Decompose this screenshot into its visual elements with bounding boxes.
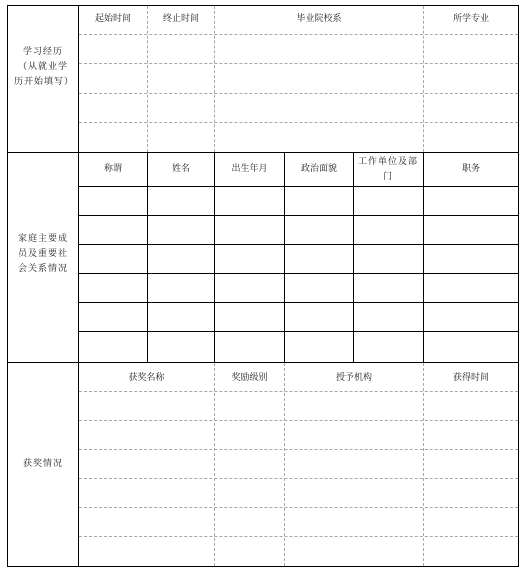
education-cell[interactable] bbox=[215, 64, 423, 93]
table-border-bottom bbox=[7, 566, 519, 567]
education-cell[interactable] bbox=[215, 35, 423, 63]
awards-cell[interactable] bbox=[215, 421, 284, 449]
awards-cell[interactable] bbox=[424, 392, 518, 420]
family-cell[interactable] bbox=[215, 245, 284, 273]
education-cell[interactable] bbox=[424, 123, 518, 152]
education-cell[interactable] bbox=[424, 35, 518, 63]
awards-cell[interactable] bbox=[285, 421, 423, 449]
family-cell[interactable] bbox=[354, 303, 423, 331]
education-cell[interactable] bbox=[79, 123, 147, 152]
education-header-major: 所学专业 bbox=[452, 14, 489, 24]
family-cell[interactable] bbox=[79, 303, 147, 331]
awards-cell[interactable] bbox=[424, 479, 518, 507]
awards-header-date: 获得时间 bbox=[452, 373, 489, 383]
education-cell[interactable] bbox=[148, 35, 214, 63]
awards-cell[interactable] bbox=[285, 450, 423, 478]
table-border-left bbox=[7, 5, 8, 567]
family-cell[interactable] bbox=[285, 274, 353, 302]
family-cell[interactable] bbox=[354, 332, 423, 362]
education-cell[interactable] bbox=[148, 123, 214, 152]
awards-cell[interactable] bbox=[215, 479, 284, 507]
family-cell[interactable] bbox=[424, 332, 518, 362]
education-cell[interactable] bbox=[79, 35, 147, 63]
awards-cell[interactable] bbox=[79, 450, 214, 478]
family-cell[interactable] bbox=[79, 245, 147, 273]
awards-cell[interactable] bbox=[285, 392, 423, 420]
family-cell[interactable] bbox=[354, 274, 423, 302]
family-header-position: 职务 bbox=[461, 164, 480, 174]
family-header-workplace: 工作单位及部门 bbox=[357, 157, 418, 182]
section-divider-2 bbox=[7, 362, 519, 363]
education-cell[interactable] bbox=[79, 94, 147, 122]
awards-cell[interactable] bbox=[79, 508, 214, 536]
education-header-start-time: 起始时间 bbox=[94, 14, 131, 24]
awards-cell[interactable] bbox=[424, 450, 518, 478]
family-cell[interactable] bbox=[285, 332, 353, 362]
education-cell[interactable] bbox=[424, 64, 518, 93]
education-cell[interactable] bbox=[215, 94, 423, 122]
awards-cell[interactable] bbox=[215, 537, 284, 566]
awards-cell[interactable] bbox=[285, 537, 423, 566]
awards-cell[interactable] bbox=[424, 508, 518, 536]
family-cell[interactable] bbox=[354, 187, 423, 215]
family-cell[interactable] bbox=[424, 303, 518, 331]
awards-cell[interactable] bbox=[79, 421, 214, 449]
family-cell[interactable] bbox=[79, 274, 147, 302]
family-cell[interactable] bbox=[215, 332, 284, 362]
family-cell[interactable] bbox=[354, 216, 423, 244]
family-cell[interactable] bbox=[148, 274, 214, 302]
family-cell[interactable] bbox=[285, 303, 353, 331]
family-cell[interactable] bbox=[285, 216, 353, 244]
education-cell[interactable] bbox=[424, 94, 518, 122]
family-cell[interactable] bbox=[79, 187, 147, 215]
family-header-birth: 出生年月 bbox=[231, 164, 268, 174]
family-cell[interactable] bbox=[424, 216, 518, 244]
education-header-end-time: 终止时间 bbox=[162, 14, 199, 24]
awards-cell[interactable] bbox=[79, 479, 214, 507]
family-cell[interactable] bbox=[215, 303, 284, 331]
awards-cell[interactable] bbox=[424, 421, 518, 449]
family-cell[interactable] bbox=[148, 303, 214, 331]
family-cell[interactable] bbox=[354, 245, 423, 273]
table-border-right bbox=[518, 5, 519, 567]
section-divider-1 bbox=[7, 152, 519, 153]
family-section-label: 家庭主要成员及重要社会关系情况 bbox=[17, 234, 68, 274]
education-cell[interactable] bbox=[79, 64, 147, 93]
awards-cell[interactable] bbox=[424, 537, 518, 566]
awards-cell[interactable] bbox=[215, 508, 284, 536]
family-cell[interactable] bbox=[148, 332, 214, 362]
family-cell[interactable] bbox=[424, 187, 518, 215]
family-cell[interactable] bbox=[148, 245, 214, 273]
awards-cell[interactable] bbox=[285, 479, 423, 507]
family-cell[interactable] bbox=[148, 216, 214, 244]
family-cell[interactable] bbox=[215, 216, 284, 244]
family-cell[interactable] bbox=[215, 187, 284, 215]
awards-header-name: 获奖名称 bbox=[128, 373, 165, 383]
awards-cell[interactable] bbox=[215, 450, 284, 478]
table-border-top bbox=[7, 5, 519, 6]
awards-cell[interactable] bbox=[285, 508, 423, 536]
awards-section-label: 获奖情况 bbox=[22, 459, 63, 469]
family-header-relation: 称谓 bbox=[103, 164, 122, 174]
education-cell[interactable] bbox=[148, 94, 214, 122]
family-cell[interactable] bbox=[424, 245, 518, 273]
education-section-label: 学习经历（从就业学历开始填写） bbox=[14, 47, 75, 87]
family-cell[interactable] bbox=[215, 274, 284, 302]
education-header-school: 毕业院校系 bbox=[296, 14, 342, 24]
awards-header-level: 奖励级别 bbox=[231, 373, 268, 383]
family-cell[interactable] bbox=[79, 332, 147, 362]
family-cell[interactable] bbox=[285, 245, 353, 273]
family-cell[interactable] bbox=[148, 187, 214, 215]
awards-cell[interactable] bbox=[79, 537, 214, 566]
family-header-political: 政治面貌 bbox=[300, 164, 337, 174]
family-cell[interactable] bbox=[285, 187, 353, 215]
education-cell[interactable] bbox=[215, 123, 423, 152]
family-cell[interactable] bbox=[79, 216, 147, 244]
awards-header-institution: 授予机构 bbox=[335, 373, 372, 383]
education-cell[interactable] bbox=[148, 64, 214, 93]
family-header-name: 姓名 bbox=[171, 164, 190, 174]
awards-cell[interactable] bbox=[79, 392, 214, 420]
awards-cell[interactable] bbox=[215, 392, 284, 420]
family-cell[interactable] bbox=[424, 274, 518, 302]
